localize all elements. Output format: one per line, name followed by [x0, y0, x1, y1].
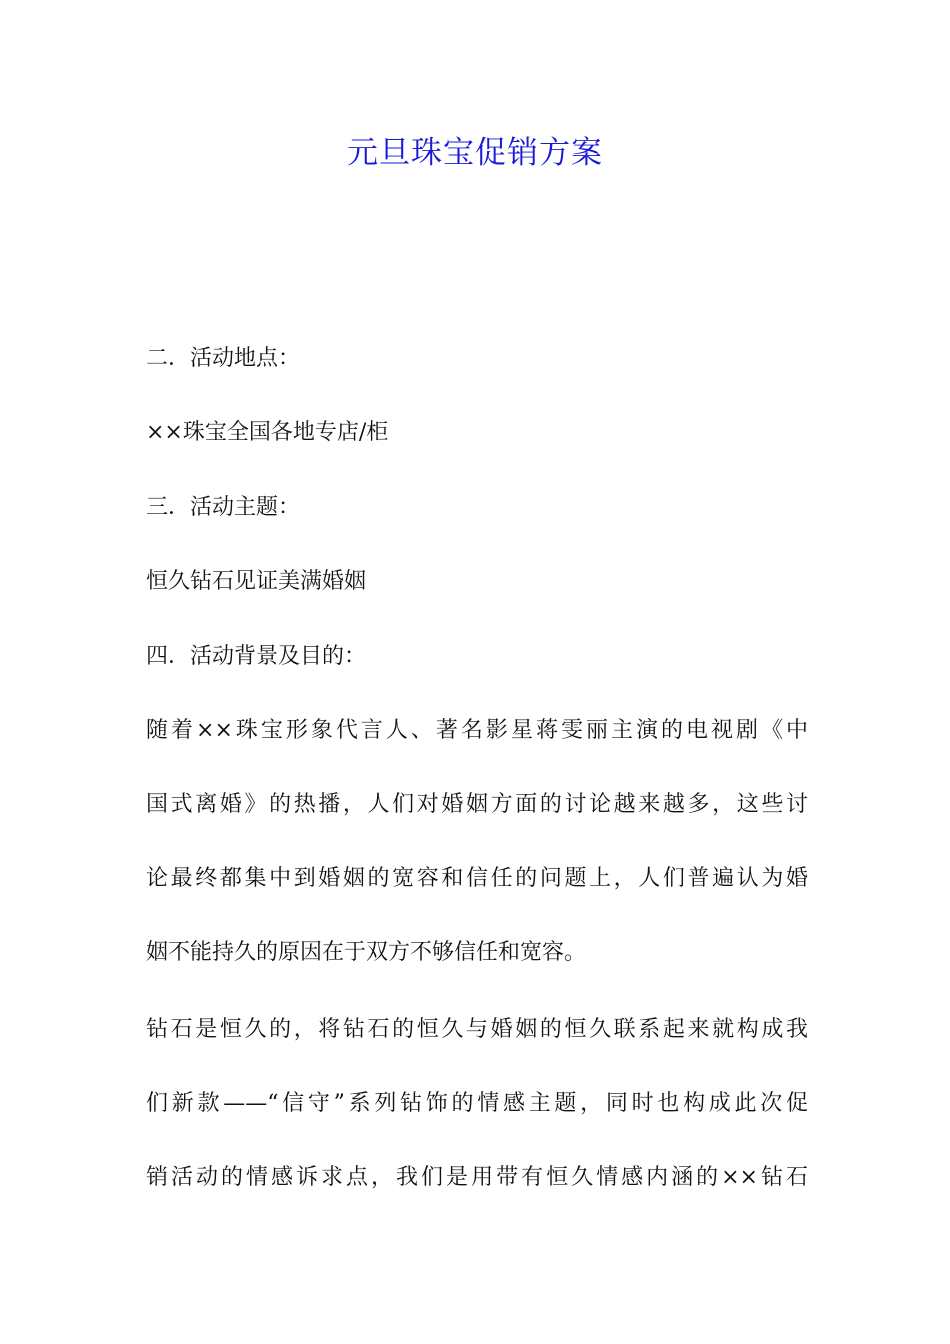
heading-background: [146, 620, 808, 694]
text-line: 们新款——“信守”系列钻饰的情感主题，同时也构成此次促: [146, 1091, 808, 1116]
text-line: 销活动的情感诉求点，我们是用带有恒久情感内涵的××钻石: [146, 1165, 808, 1190]
background-paragraph: [146, 694, 808, 990]
text-line: 姻不能持久的原因在于双方不够信任和宽容。: [146, 940, 587, 965]
text-line: 钻石是恒久的，将钻石的恒久与婚姻的恒久联系起来就构成我: [146, 1017, 808, 1042]
theme-text: [146, 545, 808, 619]
text-line: 随着××珠宝形象代言人、著名影星蒋雯丽主演的电视剧《中: [146, 718, 808, 743]
document-title: 元旦珠宝促销方案: [347, 135, 603, 171]
text-line: 国式离婚》的热播，人们对婚姻方面的讨论越来越多，这些讨: [146, 792, 808, 817]
text-line: 四．活动背景及目的：: [146, 644, 367, 669]
text-line: 恒久钻石见证美满婚姻: [146, 569, 367, 594]
text-line: 论最终都集中到婚姻的宽容和信任的问题上，人们普遍认为婚: [146, 866, 808, 891]
text-line: ××珠宝全国各地专店/柜: [146, 420, 389, 445]
heading-venue: [146, 322, 808, 396]
venue-text: [146, 396, 808, 470]
text-line: 二．活动地点：: [146, 346, 301, 371]
purpose-paragraph: [146, 993, 808, 1215]
text-line: 三．活动主题：: [146, 495, 301, 520]
heading-theme: [146, 471, 808, 545]
